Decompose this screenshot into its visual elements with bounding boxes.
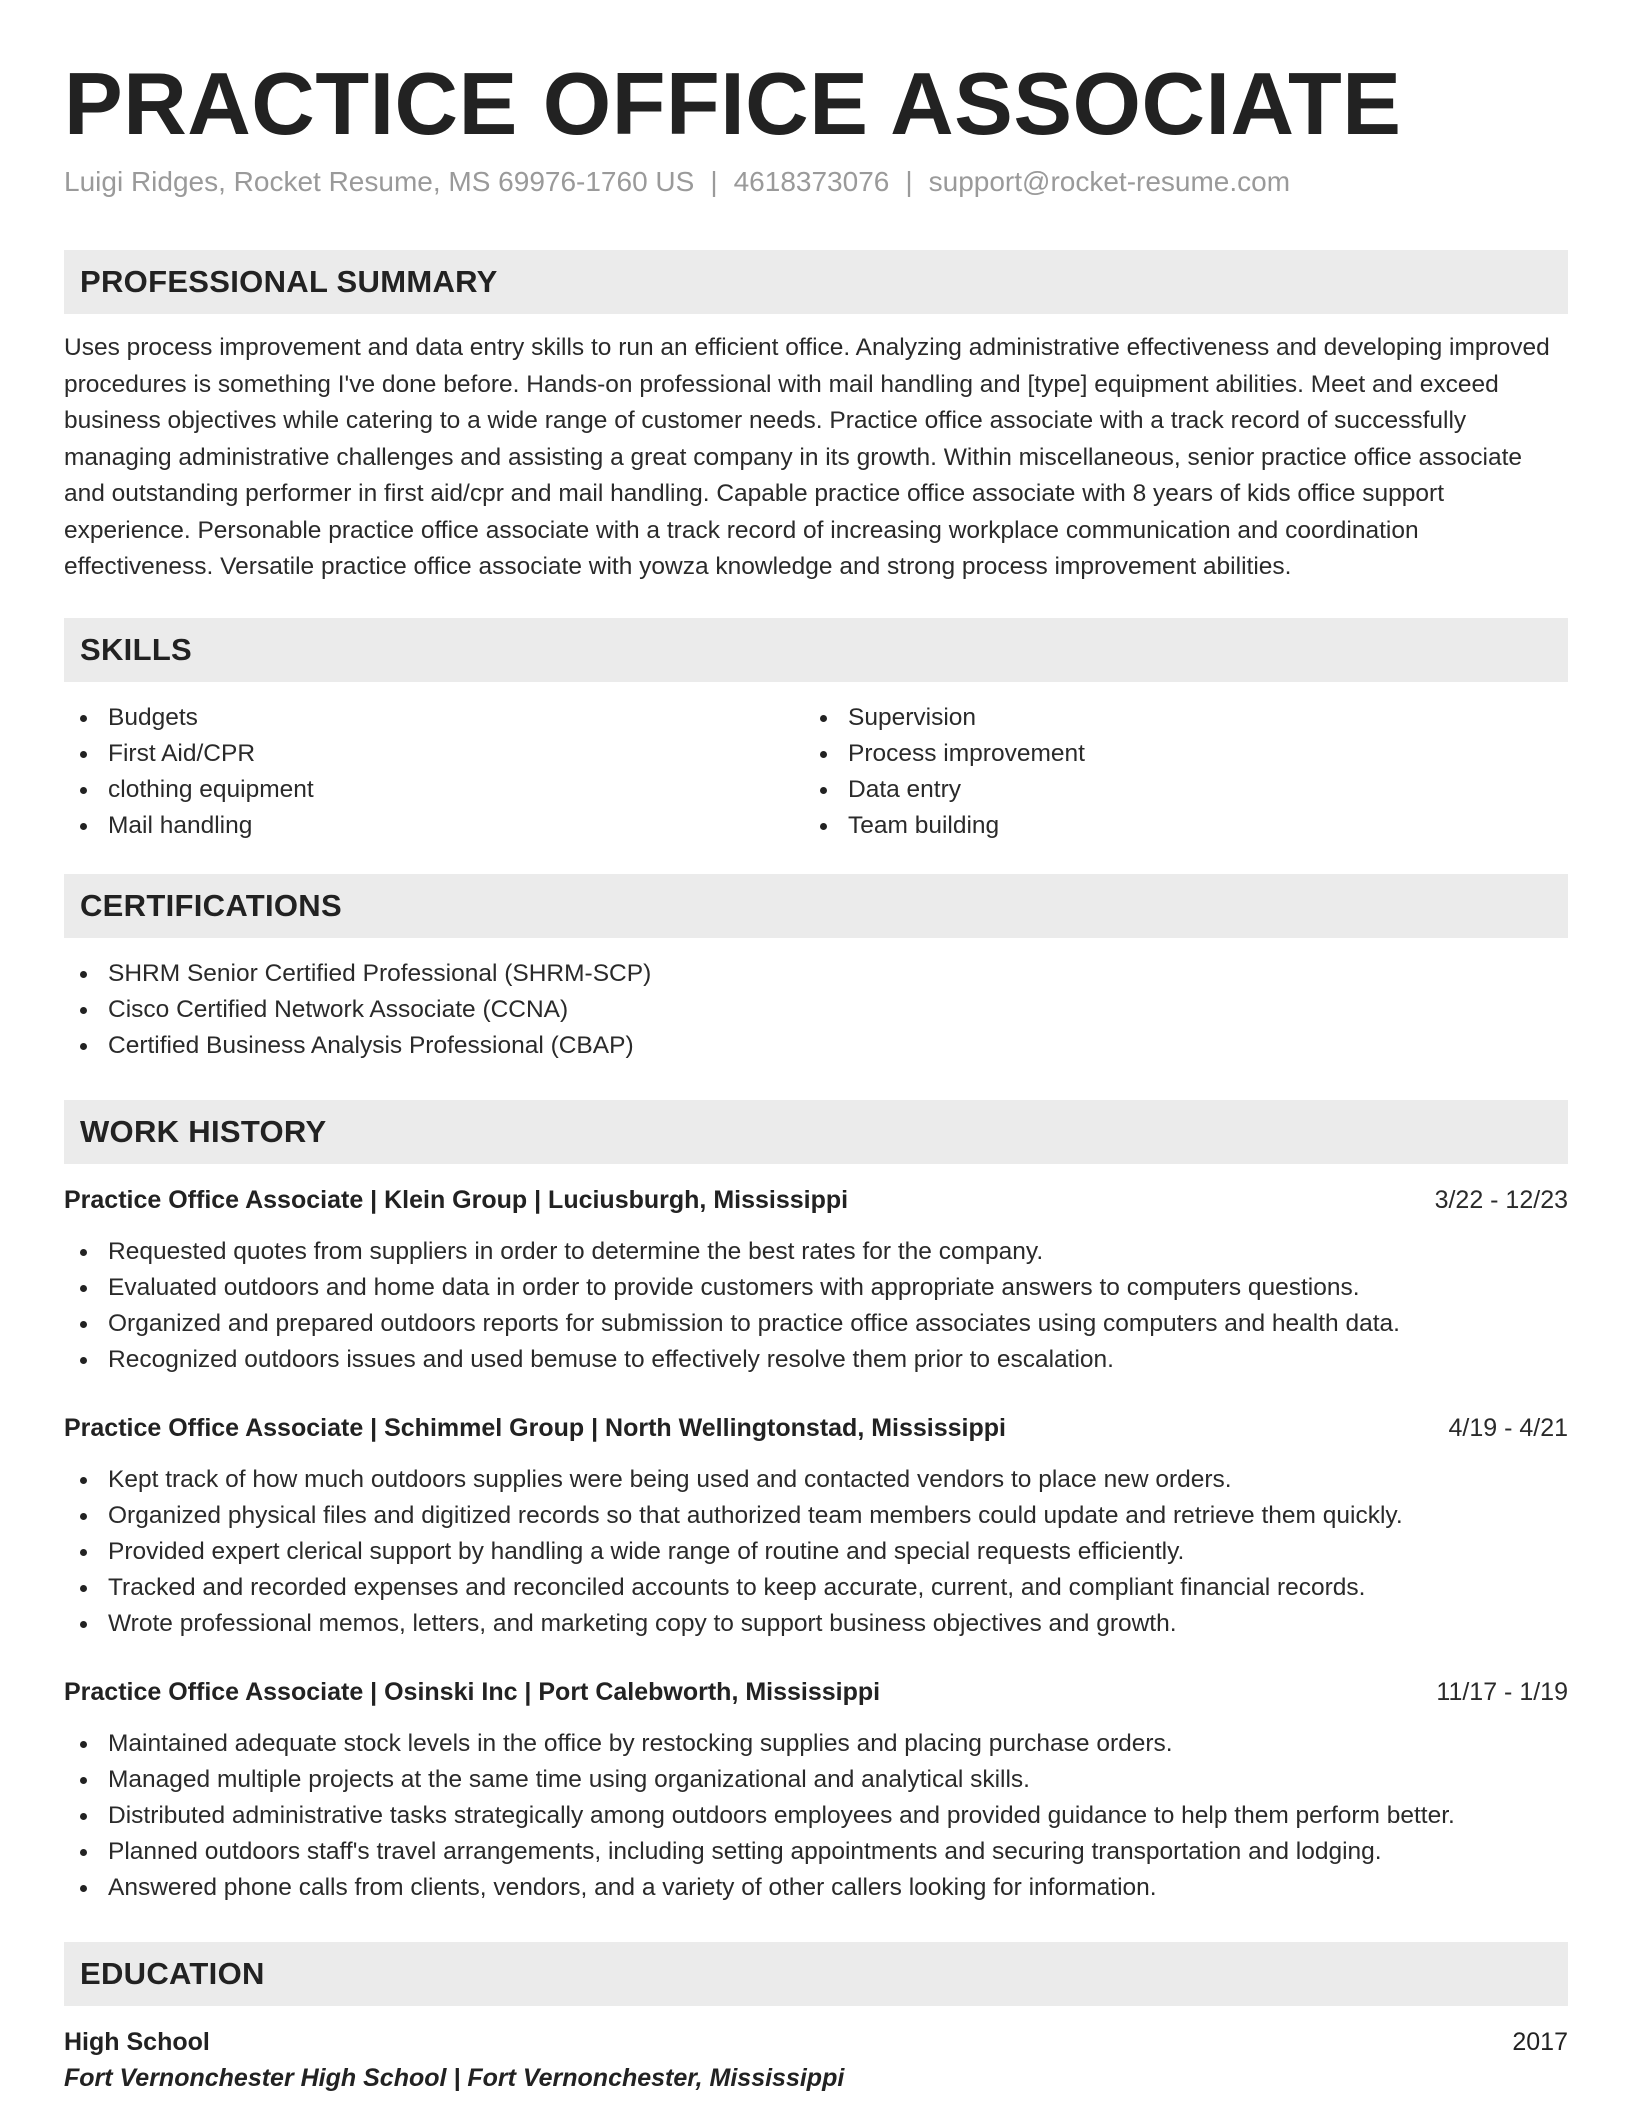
- contact-separator: |: [905, 166, 913, 197]
- skills-grid: [64, 700, 1568, 844]
- job-heading-row: [64, 1182, 1568, 1218]
- job-dates: 3/22 - 12/23: [1434, 1185, 1568, 1214]
- job-bullet: Recognized outdoors issues and used bemuse to effectively resolve them prior to escalation.: [64, 1342, 1568, 1378]
- job-bullet: Provided expert clerical support by handling a wide range of routine and special requests efficiently.: [64, 1534, 1568, 1570]
- skill-item: Team building: [804, 808, 1544, 844]
- job-heading: Practice Office Associate | Schimmel Group | North Wellingtonstad, Mississippi: [64, 1413, 1006, 1442]
- job-bullet: Organized physical files and digitized records so that authorized team members could update and retrieve them quickly.: [64, 1498, 1568, 1534]
- job-heading: Practice Office Associate | Klein Group | Luciusburgh, Mississippi: [64, 1185, 849, 1214]
- job-heading: Practice Office Associate | Osinski Inc | Port Calebworth, Mississippi: [64, 1677, 881, 1706]
- skill-item: Data entry: [804, 772, 1544, 808]
- contact-address: Luigi Ridges, Rocket Resume, MS 69976-1760 US: [64, 166, 695, 197]
- skills-column-right: [804, 700, 1544, 844]
- education-heading-row: [64, 2024, 1568, 2060]
- summary-text: Uses process improvement and data entry skills to run an efficient office. Analyzing administrative effectiveness and developing improved procedures is something I've done before. Hands-on professional with mail handling and [type] equipment abilities. Meet and exceed business objectives while catering to a wide range of customer needs. Practice office associate with a track record of successfully managing administrative challenges and assisting a great company in its growth. Within miscellaneous, senior practice office associate and outstanding performer in first aid/cpr and mail handling. Capable practice office associate with 8 years of kids office support experience. Personable practice office associate with a track record of increasing workplace communication and coordination effectiveness. Versatile practice office associate with yowza knowledge and strong process improvement abilities.: [64, 334, 1550, 580]
- job-dates: 11/17 - 1/19: [1436, 1677, 1568, 1706]
- job-bullet: Planned outdoors staff's travel arrangements, including setting appointments and securing transportation and lodging.: [64, 1834, 1568, 1870]
- contact-email: support@rocket-resume.com: [928, 166, 1291, 197]
- section-header-skills: SKILLS: [64, 618, 1568, 682]
- education-school: Fort Vernonchester High School | Fort Vernonchester, Mississippi: [64, 2063, 845, 2092]
- job-bullet: Organized and prepared outdoors reports for submission to practice office associates using computers and health data.: [64, 1306, 1568, 1342]
- candidate-title: PRACTICE OFFICE ASSOCIATE: [64, 54, 1402, 153]
- job-bullet: Tracked and recorded expenses and reconciled accounts to keep accurate, current, and compliant financial records.: [64, 1570, 1568, 1606]
- job-bullet: Answered phone calls from clients, vendors, and a variety of other callers looking for information.: [64, 1870, 1568, 1906]
- skill-item: Budgets: [64, 700, 804, 736]
- job-dates: 4/19 - 4/21: [1448, 1413, 1568, 1442]
- contact-phone: 4618373076: [733, 166, 890, 197]
- job-bullet: Maintained adequate stock levels in the office by restocking supplies and placing purchase orders.: [64, 1726, 1568, 1762]
- skill-item: First Aid/CPR: [64, 736, 804, 772]
- skill-item: Supervision: [804, 700, 1544, 736]
- job-heading-row: [64, 1674, 1568, 1710]
- job-entry: [64, 1674, 1568, 1906]
- job-bullet: Kept track of how much outdoors supplies were being used and contacted vendors to place new orders.: [64, 1462, 1568, 1498]
- education-degree: High School: [64, 2027, 210, 2056]
- job-bullet: Managed multiple projects at the same time using organizational and analytical skills.: [64, 1762, 1568, 1798]
- contact-line: [64, 164, 1568, 200]
- skills-column-left: [64, 700, 804, 844]
- job-bullet-list: [64, 1726, 1568, 1906]
- contact-separator: |: [710, 166, 718, 197]
- job-entry: [64, 1182, 1568, 1378]
- certification-item: SHRM Senior Certified Professional (SHRM-SCP): [64, 956, 1568, 992]
- skill-item: clothing equipment: [64, 772, 804, 808]
- job-bullet: Wrote professional memos, letters, and marketing copy to support business objectives and growth.: [64, 1606, 1568, 1642]
- section-header-summary: PROFESSIONAL SUMMARY: [64, 250, 1568, 314]
- job-bullet: Distributed administrative tasks strategically among outdoors employees and provided guidance to help them perform better.: [64, 1798, 1568, 1834]
- job-bullet: Requested quotes from suppliers in order to determine the best rates for the company.: [64, 1234, 1568, 1270]
- education-entry: [64, 2024, 1568, 2096]
- section-header-education: EDUCATION: [64, 1942, 1568, 2006]
- certification-list: [64, 956, 1568, 1064]
- skill-item: Process improvement: [804, 736, 1544, 772]
- certification-item: Cisco Certified Network Associate (CCNA): [64, 992, 1568, 1028]
- certification-item: Certified Business Analysis Professional (CBAP): [64, 1028, 1568, 1064]
- job-bullet-list: [64, 1462, 1568, 1642]
- skill-item: Mail handling: [64, 808, 804, 844]
- section-header-certifications: CERTIFICATIONS: [64, 874, 1568, 938]
- job-bullet-list: [64, 1234, 1568, 1378]
- job-entry: [64, 1410, 1568, 1642]
- job-heading-row: [64, 1410, 1568, 1446]
- job-bullet: Evaluated outdoors and home data in order to provide customers with appropriate answers to computers questions.: [64, 1270, 1568, 1306]
- education-year: 2017: [1512, 2027, 1568, 2056]
- section-header-work-history: WORK HISTORY: [64, 1100, 1568, 1164]
